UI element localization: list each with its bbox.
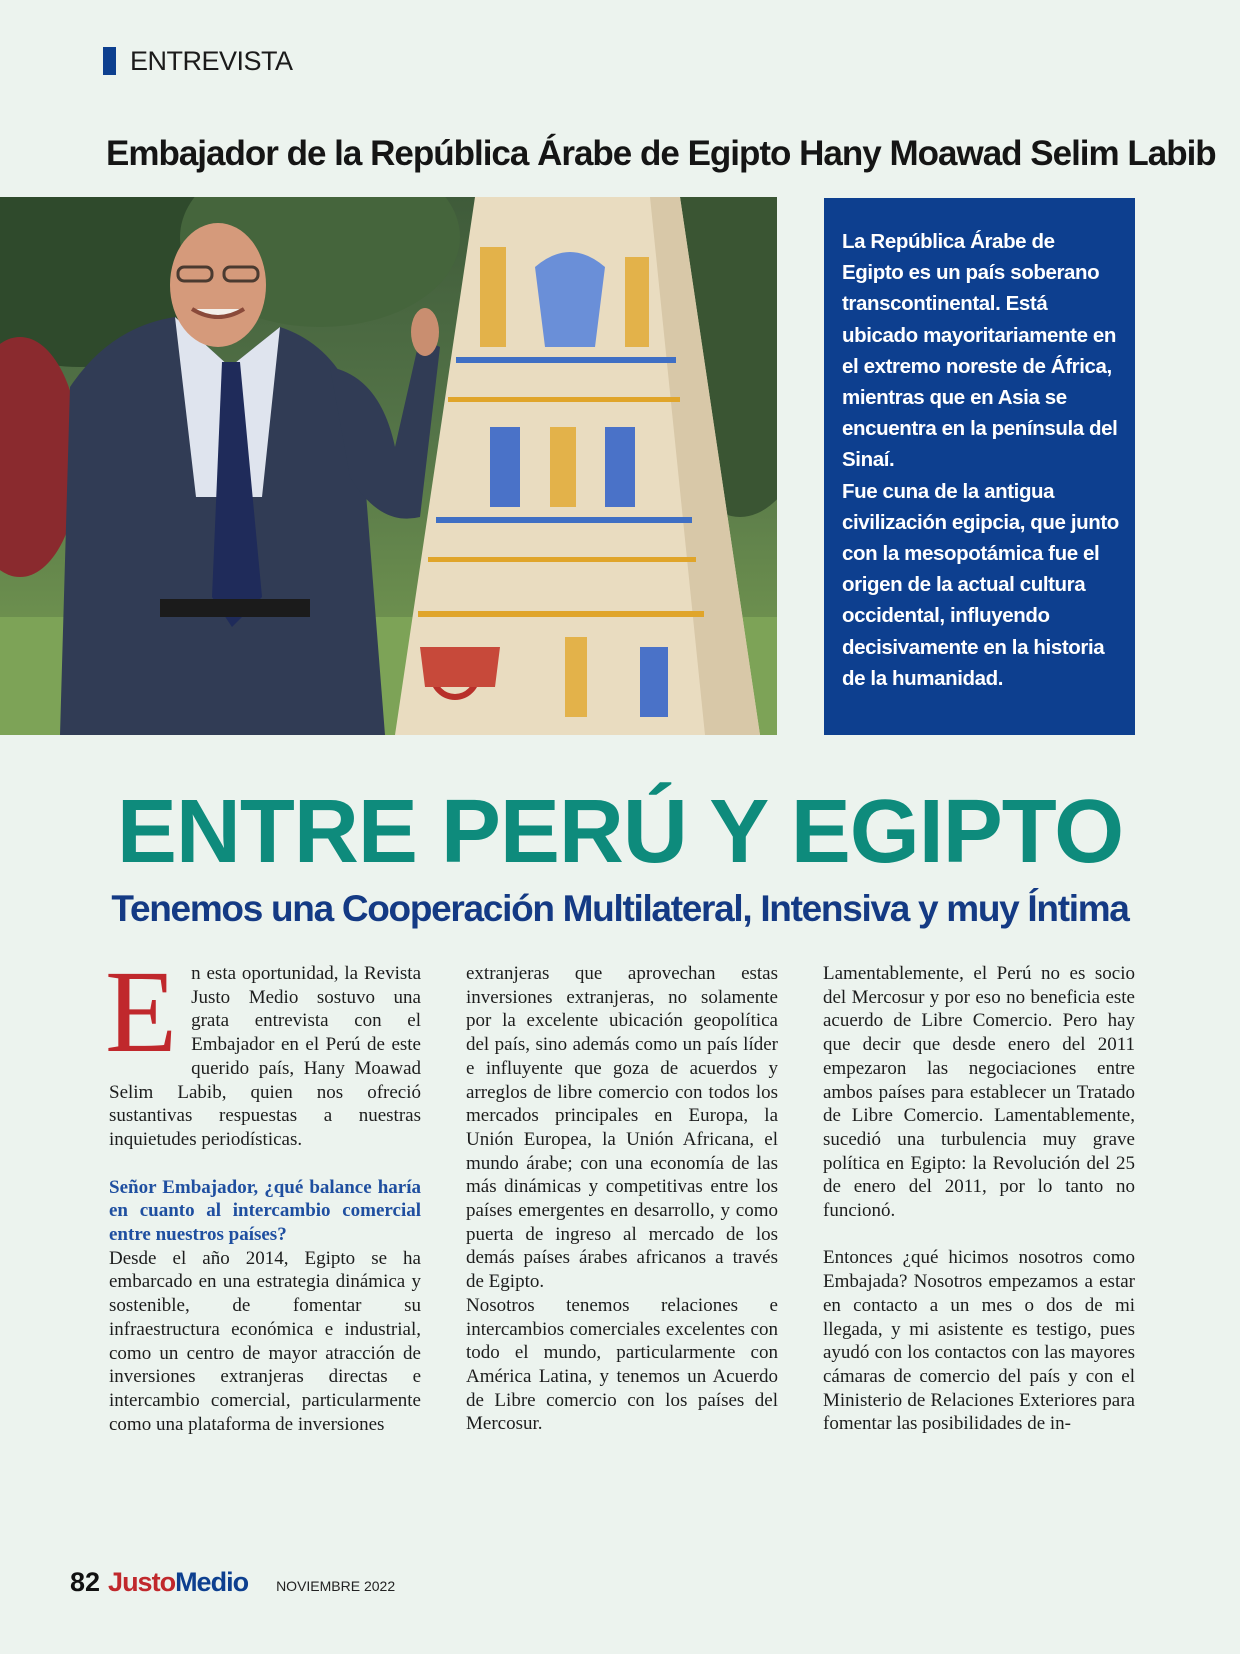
intro-paragraph (105, 946, 421, 1152)
answer-paragraph: Desde el año 2014, Egipto se ha embarcado en una estrategia dinámica y sostenible, de fomentar su infraestructura económica e industrial, como un centro de mayor atracción de inversiones extranjeras directas e intercambio comercial, particularmente como una plataforma de inversiones (109, 1247, 421, 1435)
answer-paragraph: Entonces ¿qué hicimos nosotros como Embajada? Nosotros empezamos a estar en contacto a un mes o dos de mi llegada, y mi asistente es testigo, pues ayudó con los contactos con las mayores cámaras de comercio del país y con el Ministerio de Relaciones Exteriores para fomentar las posibilidades de in- (823, 1247, 1135, 1435)
article-column-1 (105, 946, 421, 1436)
intro-text: n esta oportunidad, la Revista Justo Medio sostuvo una grata entrevista con el Embajador en el Perú de este querido país, Hany Moawad Selim Labib, quien nos ofreció sustantivas respuestas a nuestras inquietudes periodísticas. (109, 963, 421, 1150)
section-label: ENTREVISTA (130, 45, 293, 76)
answer-paragraph: extranjeras que aprovechan estas inversiones extranjeras, no solamente por la excelente ubicación geopolítica del país, sino además como un país líder e influyente que goza de acuerdos y arreglos de libre comercio con todos los mercados principales en Europa, la Unión Europea, la Unión Africana, el mundo árabe; con una economía de las más dinámicas y competitivas entre los países emergentes en desarrollo, y como puerta de ingreso al mercado de los demás países árabes africanos a través de Egipto. (466, 963, 778, 1293)
answer-paragraph: Lamentablemente, el Perú no es socio del Mercosur y por eso no beneficia este acuerdo de Libre Comercio. Pero hay que decir que desde enero del 2011 empezaron las negociaciones entre ambos países para establecer un Tratado de Libre Comercio. Lamentablemente, sucedió una turbulencia muy grave política en Egipto: la Revolución del 25 de enero del 2011, por lo tanto no funcionó. (823, 963, 1135, 1222)
brand-logo-justo: Justo (108, 1567, 176, 1597)
page-footer (70, 1567, 395, 1598)
section-tag (103, 47, 293, 75)
info-paragraph-1: La República Árabe de Egipto es un país soberano transcontinental. Está ubicado mayoritariamente en el extremo noreste de África, mientras que en Asia se encuentra en la península del Sinaí. (842, 230, 1118, 472)
page-number: 82 (70, 1567, 101, 1597)
main-headline: ENTRE PERÚ Y EGIPTO (116, 782, 1124, 882)
drop-cap: E (105, 946, 178, 1077)
article-column-2 (466, 962, 778, 1436)
subheadline: Tenemos una Cooperación Multilateral, Intensiva y muy Íntima (111, 888, 1129, 929)
article-column-3 (823, 962, 1135, 1436)
info-box (824, 198, 1135, 735)
info-paragraph-2: Fue cuna de la antigua civilización egipcia, que junto con la mesopotámica fue el origen de la actual cultura occidental, influyendo decisivamente en la historia de la humanidad. (842, 479, 1119, 690)
issue-date: NOVIEMBRE 2022 (276, 1578, 396, 1594)
ambassador-photo (0, 197, 777, 735)
answer-paragraph: Nosotros tenemos relaciones e intercambios comerciales excelentes con todo el mundo, particularmente con América Latina, y tenemos un Acuerdo de Libre comercio con los países del Mercosur. (466, 1294, 778, 1435)
section-marker (103, 47, 116, 75)
interview-question: Señor Embajador, ¿qué balance haría en cuanto al intercambio comercial entre nuestros países? (109, 1176, 421, 1246)
brand-logo-medio: Medio (175, 1567, 249, 1597)
interview-kicker: Embajador de la República Árabe de Egipto Hany Moawad Selim Labib (106, 134, 1216, 173)
